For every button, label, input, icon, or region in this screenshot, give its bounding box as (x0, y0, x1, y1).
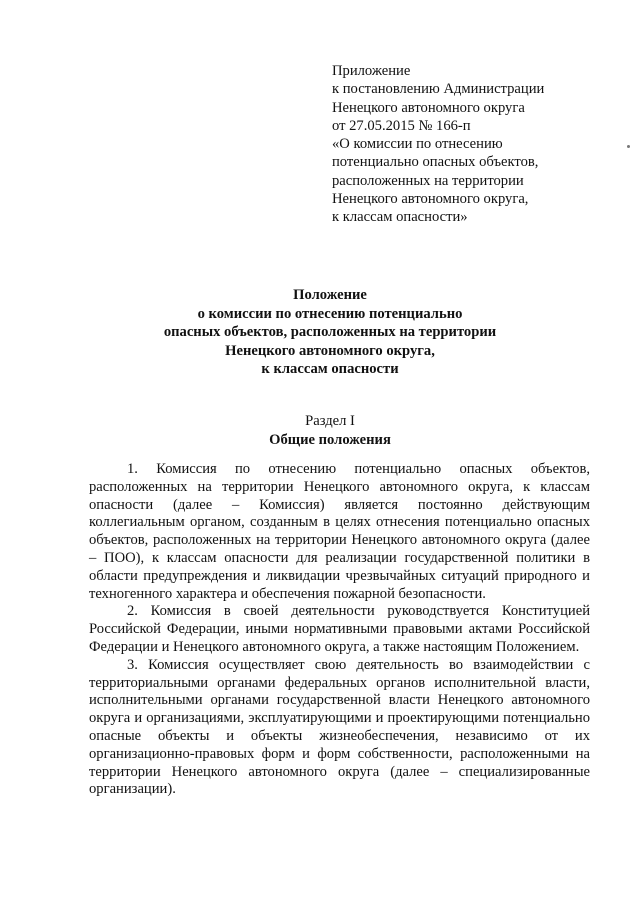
section-number: Раздел I (305, 413, 355, 429)
paragraph-text: Комиссия осуществляет свою деятельность во взаимодействии с территориальными органами федеральных органов исполнительной власти, исполнительными органами государственной власти Ненецкого автономного округа и организациями, эксплуатирующими и проектирующими потенциально опасные объекты и объекты жизнеобеспечения, независимо от их организационно-правовых форм и форм собственности, расположенными на территории Ненецкого автономного округа (далее – специализированные организации). (89, 656, 591, 798)
appendix-line: к постановлению Администрации (332, 81, 545, 98)
title-line: опасных объектов, расположенных на территории (163, 324, 497, 341)
appendix-line: Приложение (332, 63, 411, 79)
paragraph (89, 657, 590, 799)
title-line: о комиссии по отнесению потенциально (197, 305, 463, 322)
paragraph-number: 1. (127, 461, 138, 477)
document-title (80, 286, 580, 379)
title-line: Положение (293, 287, 367, 303)
appendix-line: «О комиссии по отнесению (332, 136, 503, 153)
appendix-line: Ненецкого автономного округа, (332, 191, 529, 208)
appendix-line: от 27.05.2015 № 166-п (332, 117, 471, 134)
appendix-line: потенциально опасных объектов, (332, 154, 539, 171)
paragraph-text: Комиссия в своей деятельности руководствуется Конституцией Российской Федерации, иными нормативными правовыми актами Российской Федерации и Ненецкого автономного округа, а также настоящим Положением. (89, 603, 591, 655)
appendix-line: расположенных на территории (332, 172, 524, 189)
appendix-block (332, 62, 602, 227)
appendix-line: Ненецкого автономного округа (332, 99, 525, 116)
document-body (89, 461, 590, 799)
title-line: Ненецкого автономного округа, (225, 342, 435, 359)
section-heading (80, 412, 580, 449)
paragraph-number: 3. (127, 656, 138, 673)
title-line: к классам опасности (261, 361, 399, 378)
paragraph-number: 2. (127, 603, 138, 620)
paragraph-text: Комиссия по отнесению потенциально опасных объектов, расположенных на территории Ненецкого автономного округа, к классам опасности (далее – Комиссия) является постоянно действующим коллегиальным органом, созданным в целях отнесения потенциально опасных объектов, расположенных на территории Ненецкого автономного округа (далее – ПОО), к классам опасности для реализации государственной политики в области предупреждения и ликвидации чрезвычайных ситуаций природного и техногенного характера и обеспечения пожарной безопасности. (89, 461, 590, 602)
scan-speck (627, 145, 630, 148)
paragraph (89, 603, 590, 656)
paragraph (89, 461, 590, 603)
appendix-line: к классам опасности» (332, 209, 468, 226)
section-name: Общие положения (269, 431, 391, 448)
